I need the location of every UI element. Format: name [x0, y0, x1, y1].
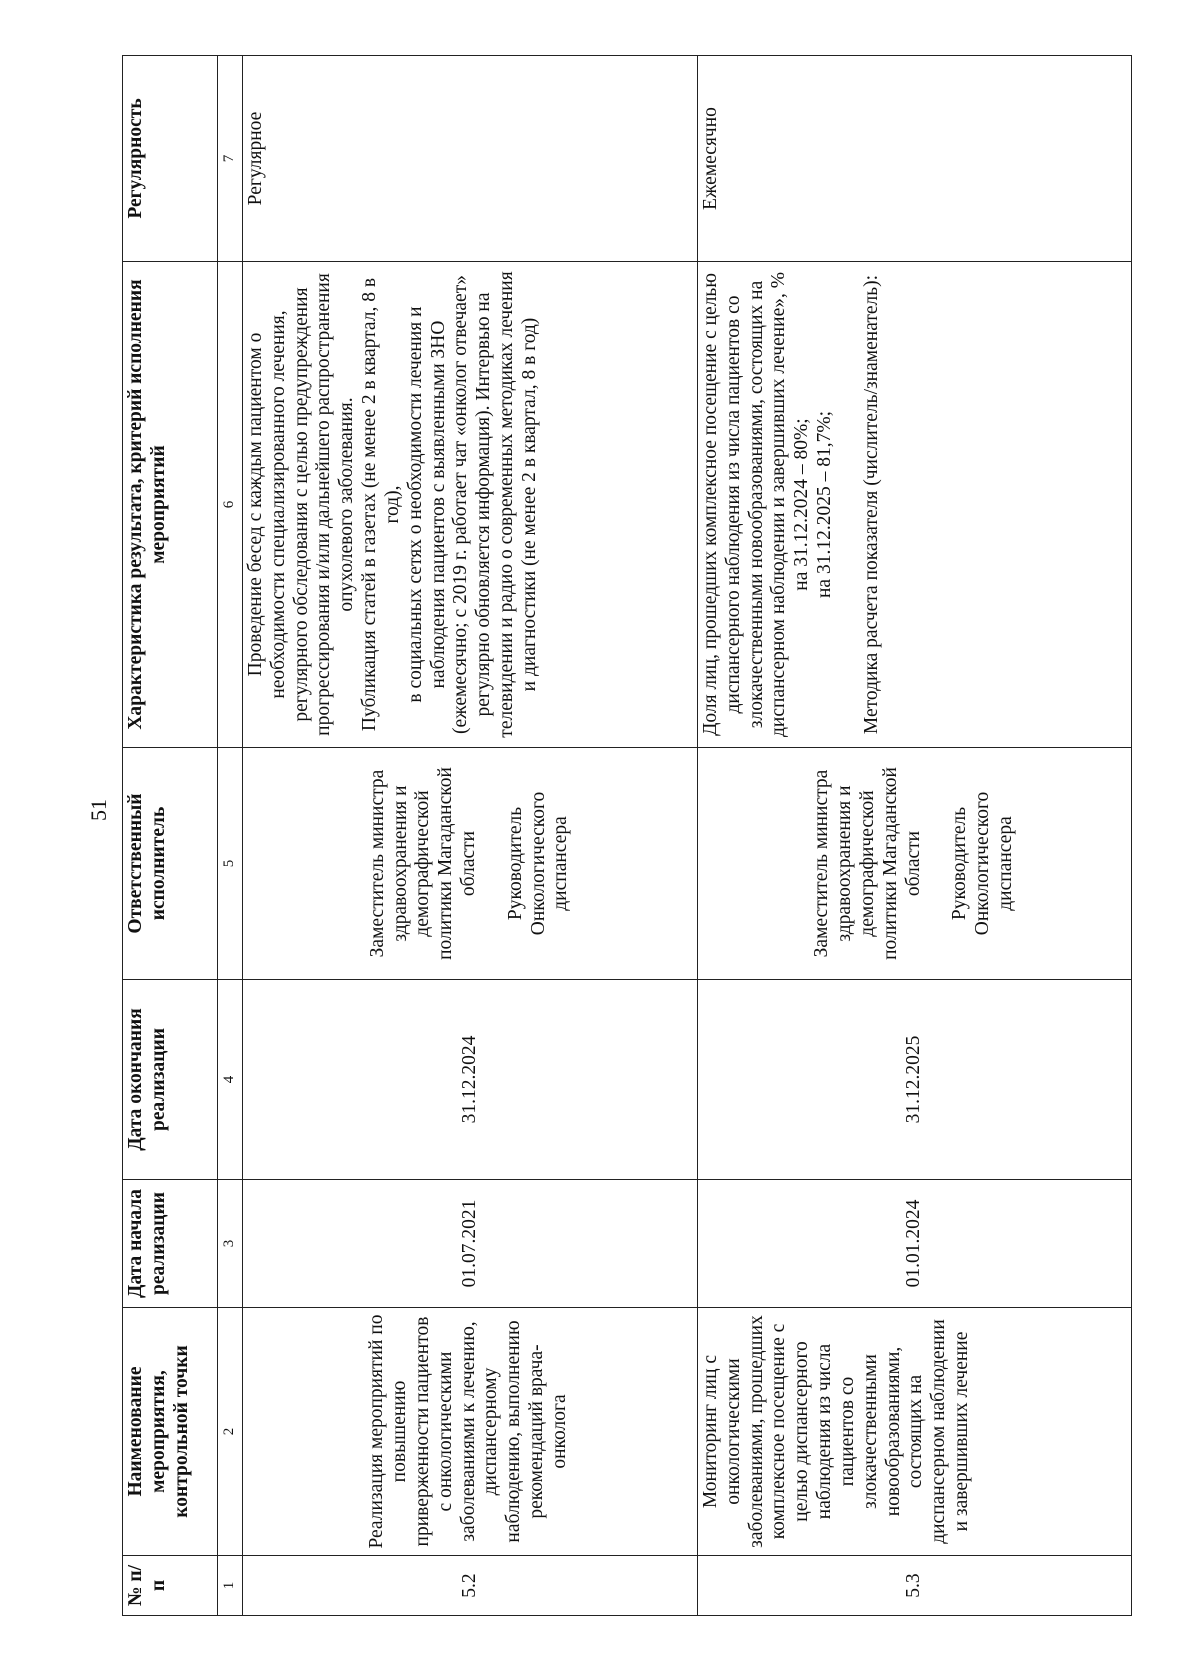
executor-deputy-minister: Заместитель министра здравоохранения и демографической политики Магаданской области [811, 767, 924, 960]
responsible-executor [243, 748, 698, 980]
result-paragraph: в социальных сетях о необходимости лечения и наблюдения пациентов с выявленными ЗНО (ежемесячно; с 2019 г. работает чат «онколог отвечает» регулярно обновляется информация). Интервью на телевидении и радио о современных методиках лечения и диагностики (не менее 2 в квартал, 8 в год) [404, 271, 540, 738]
spacer [481, 754, 505, 973]
result-paragraph: на 31.12.2024 – 80%; [791, 418, 813, 591]
regularity: Ежемесячно [698, 56, 1132, 262]
plan-table [122, 55, 1132, 1616]
column-number: 3 [218, 1180, 243, 1308]
spacer [837, 268, 861, 741]
result-paragraph: Доля лиц, прошедших комплексное посещение с целью диспансерного наблюдения из числа пациентов со злокачественными новообразованиями, состоящих на диспансерном наблюдении и завершивших лечение», % [700, 272, 790, 737]
activity-name: Мониторинг лиц с онкологическими заболеваниями, прошедших комплексное посещение с целью диспансерного наблюдения из числа пациентов со злокачественными новообразованиями, состоящих на диспансерном наблюдении и завершивших лечение [698, 1308, 1132, 1556]
result-paragraph: Методика расчета показателя (числитель/знаменатель): [860, 274, 882, 735]
rotated-page [122, 56, 1197, 1616]
executor-dispensary-head: Руководитель Онкологического диспансера [504, 791, 572, 936]
header-start: Дата начала реализации [123, 1180, 218, 1308]
column-number-row [218, 56, 243, 1616]
responsible-executor [698, 748, 1132, 980]
result-paragraph: Публикация статей в газетах (не менее 2 в квартал, 8 в год), [359, 277, 403, 732]
row-number: 5.2 [243, 1556, 698, 1616]
end-date: 31.12.2025 [698, 980, 1132, 1180]
header-end: Дата окончания реализации [123, 980, 218, 1180]
start-date: 01.01.2024 [698, 1180, 1132, 1308]
activity-name: Реализация мероприятий по повышению приверженности пациентов с онкологическими заболеваниями к лечению, диспансерному наблюдению, выполнению рекомендаций врача-онколога [243, 1308, 698, 1556]
table-row [698, 56, 1132, 1616]
column-number: 5 [218, 748, 243, 980]
result-description [243, 262, 698, 748]
header-result: Характеристика результата, критерий исполнения мероприятий [123, 262, 218, 748]
header-regularity: Регулярность [123, 56, 218, 262]
spacer [925, 754, 949, 973]
result-paragraph: Проведение бесед с каждым пациентом о необходимости специализированного лечения, регулярного обследования с целью предупреждения прогрессирования и/или дальнейшего распространения опухолевого заболевания. [245, 273, 358, 736]
result-description [698, 262, 1132, 748]
executor-dispensary-head: Руководитель Онкологического диспансера [949, 791, 1016, 936]
page-number: 51 [86, 799, 111, 821]
column-number: 1 [218, 1556, 243, 1616]
header-num: № п/п [123, 1556, 218, 1616]
executor-deputy-minister: Заместитель министра здравоохранения и демографической политики Магаданской области [366, 767, 479, 960]
table-row [243, 56, 698, 1616]
header-name: Наименование мероприятия, контрольной точки [123, 1308, 218, 1556]
column-number: 6 [218, 262, 243, 748]
start-date: 01.07.2021 [243, 1180, 698, 1308]
result-paragraph: на 31.12.2025 – 81,7%; [814, 411, 836, 599]
column-number: 7 [218, 56, 243, 262]
header-executor: Ответственный исполнитель [123, 748, 218, 980]
column-number: 2 [218, 1308, 243, 1556]
header-row [123, 56, 218, 1616]
column-number: 4 [218, 980, 243, 1180]
regularity: Регулярное [243, 56, 698, 262]
end-date: 31.12.2024 [243, 980, 698, 1180]
row-number: 5.3 [698, 1556, 1132, 1616]
